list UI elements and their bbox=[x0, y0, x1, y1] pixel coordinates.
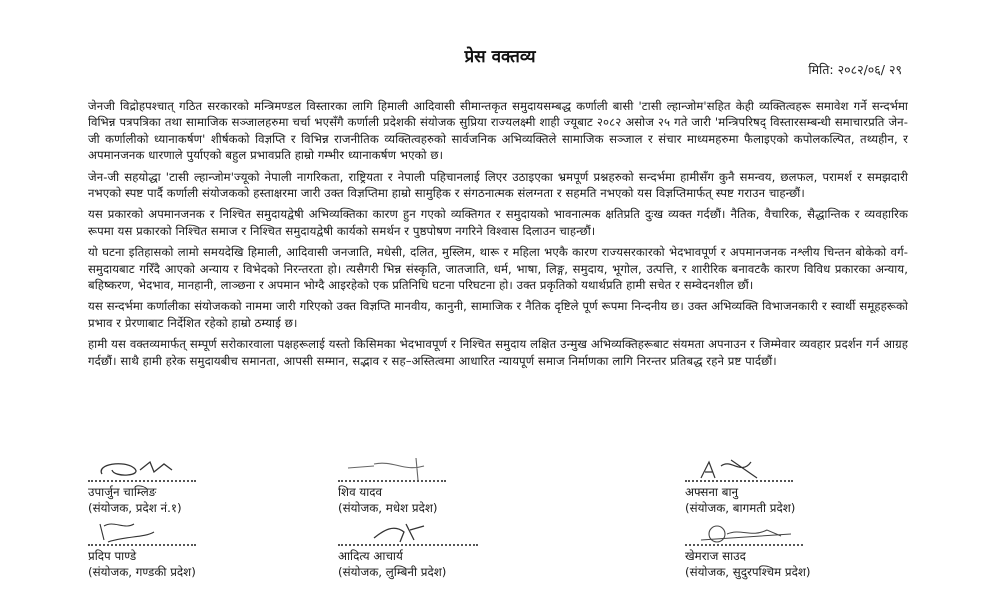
handwritten-signature-icon bbox=[691, 456, 791, 480]
signature-line bbox=[88, 480, 196, 482]
signatory-name: अफ्सना बानु bbox=[685, 485, 739, 499]
signatory-role: (संयोजक, गण्डकी प्रदेश) bbox=[88, 565, 196, 579]
paragraph: यो घटना इतिहासको लामो समयदेखि हिमाली, आदिवासी जनजाति, मधेसी, दलित, मुस्लिम, थारू र महिला भएकै कारण राज्यसरकारको भेदभावपूर्ण र अपमानजनक नश्लीय चिन्तन बोकेको वर्ग-समुदायबाट गरिँदै आएको अन्याय र विभेदको निरन्तरता हो। त्यसैगरी भिन्न संस्कृति, जातजाति, धर्म, भाषा, लिङ्ग, समुदाय, भूगोल, उत्पत्ति, र शारीरिक बनावटकै कारण विविध प्रकारका अन्याय, बहिष्करण, भेदभाव, मानहानी, लाञ्छना र अपमान भोग्दै आइरहेको एक प्रतिनिधि घटना परिघटना हो। उक्त प्रकृतिको यथार्थप्रति हामी सचेत र सम्वेदनशील छौं। bbox=[88, 245, 908, 293]
signature-line bbox=[685, 480, 793, 482]
paragraph: जेनजी विद्रोहपश्चात् गठित सरकारको मन्त्रिमण्डल विस्तारका लागि हिमाली आदिवासी सीमान्तकृत समुदायसम्बद्ध कर्णाली बासी 'टासी ल्हान्जोम'सहित केही व्यक्तित्वहरू समावेश गर्ने सन्दर्भमा विभिन्न पत्रपत्रिका तथा सामाजिक सञ्जालहरुमा चर्चा भएसँगै कर्णाली प्रदेशकी संयोजक सुप्रिया राज्यलक्ष्मी शाही ज्यूबाट २०८२ असोज २५ गते जारी 'मन्त्रिपरिषद् विस्तारसम्बन्धी समाचारप्रति जेन-जी कर्णालीको ध्यानाकर्षण' शीर्षकको विज्ञप्ति र विभिन्न राजनीतिक व्यक्तित्वहरुको सार्वजनिक अभिव्यक्तिले सामाजिक सञ्जाल र संचार माध्यमहरुमा फैलाइएको कपोलकल्पित, तथ्यहीन, र अपमानजनक धारणाले पुर्याएको बहुल प्रभावप्रति हाम्रो गम्भीर ध्यानाकर्षण भएको छ। bbox=[88, 99, 908, 163]
signatory-role: (संयोजक, सुदुरपश्चिम प्रदेश) bbox=[685, 565, 811, 579]
signature-block bbox=[338, 456, 568, 516]
paragraph: हामी यस वक्तव्यमार्फत् सम्पूर्ण सरोकारवाला पक्षहरूलाई यस्तो किसिमका भेदभावपूर्ण र निश्चित समुदाय लक्षित उन्मुख अभिव्यक्तिहरूबाट संयमता अपनाउन र जिम्मेवार व्यवहार प्रदर्शन गर्न आग्रह गर्दछौं। साथै हामी हरेक समुदायबीच समानता, आपसी सम्मान, सद्भाव र सह–अस्तित्वमा आधारित न्यायपूर्ण समाज निर्माणका लागि निरन्तर प्रतिबद्ध रहने प्रष्ट पार्दछौं। bbox=[88, 337, 908, 368]
signature-block bbox=[338, 520, 568, 580]
signature-mark bbox=[338, 520, 568, 544]
signature-block bbox=[685, 456, 915, 516]
signatory-name: आदित्य आचार्य bbox=[338, 549, 403, 563]
signature-line bbox=[338, 544, 478, 546]
paragraph: यस सन्दर्भमा कर्णालीका संयोजकको नाममा जारी गरिएको उक्त विज्ञप्ति मानवीय, कानुनी, सामाजिक र नैतिक दृष्टिले पूर्ण रूपमा निन्दनीय छ। उक्त अभिव्यक्ति विभाजनकारी र स्वार्थी समूहहरूको प्रभाव र प्रेरणाबाट निर्देशित रहेको हाम्रो ठम्याई छ। bbox=[88, 299, 908, 330]
document-date: मिति: २०८२/०६/ २९ bbox=[808, 62, 902, 77]
document-title: प्रेस वक्तव्य bbox=[464, 47, 536, 67]
signature-block bbox=[685, 520, 915, 580]
signatory-role: (संयोजक, लुम्बिनी प्रदेश) bbox=[338, 565, 447, 579]
handwritten-signature-icon bbox=[691, 520, 811, 544]
handwritten-signature-icon bbox=[94, 456, 194, 480]
signature-mark bbox=[685, 520, 915, 544]
signature-mark bbox=[685, 456, 915, 480]
signatory-role: (संयोजक, मधेश प्रदेश) bbox=[338, 501, 438, 515]
signature-mark bbox=[338, 456, 568, 480]
signatory-role: (संयोजक, बागमती प्रदेश) bbox=[685, 501, 796, 515]
paragraph: यस प्रकारको अपमानजनक र निश्चित समुदायद्वेषी अभिव्यक्तिका कारण हुन गएको व्यक्तिगत र समुदायको भावनात्मक क्षतिप्रति दुःख व्यक्त गर्दछौं। नैतिक, वैचारिक, सैद्धान्तिक र व्यवहारिक रूपमा यस प्रकारको निश्चित समाज र निश्चित समुदायद्वेषी कार्यको समर्थन र पुष्ठपोषण नगरिने विश्वास दिलाउन चाहन्छौं। bbox=[88, 207, 908, 238]
signature-block bbox=[88, 456, 318, 516]
signature-line bbox=[338, 480, 446, 482]
signature-mark bbox=[88, 456, 318, 480]
signature-line bbox=[685, 544, 803, 546]
statement-body bbox=[88, 98, 908, 374]
handwritten-signature-icon bbox=[344, 456, 444, 480]
handwritten-signature-icon bbox=[344, 520, 444, 544]
handwritten-signature-icon bbox=[94, 520, 194, 544]
signatory-name: खेमराज साउद bbox=[685, 549, 746, 563]
signatory-name: उपार्जुन चाम्लिङ bbox=[88, 485, 157, 499]
signature-line bbox=[88, 544, 196, 546]
signatory-name: प्रदिप पाण्डे bbox=[88, 549, 137, 563]
paragraph: जेन-जी सहयोद्धा 'टासी ल्हान्जोम'ज्यूको नेपाली नागरिकता, राष्ट्रियता र नेपाली पहिचानलाई लिएर उठाइएका भ्रमपूर्ण प्रश्नहरुको सन्दर्भमा हामीसँग कुनै समन्वय, छलफल, परामर्श र समझदारी नभएको स्पष्ट पार्दै कर्णाली संयोजकको हस्ताक्षरमा जारी उक्त विज्ञप्तिमा हाम्रो सामुहिक र संगठनात्मक संलग्नता र सहमति नभएको यस विज्ञप्तिमार्फत् स्पष्ट गराउन चाहन्छौं। bbox=[88, 169, 908, 201]
signature-mark bbox=[88, 520, 318, 544]
signature-block bbox=[88, 520, 318, 580]
signatory-name: शिव यादव bbox=[338, 485, 383, 499]
signatory-role: (संयोजक, प्रदेश नं.१) bbox=[88, 501, 182, 515]
